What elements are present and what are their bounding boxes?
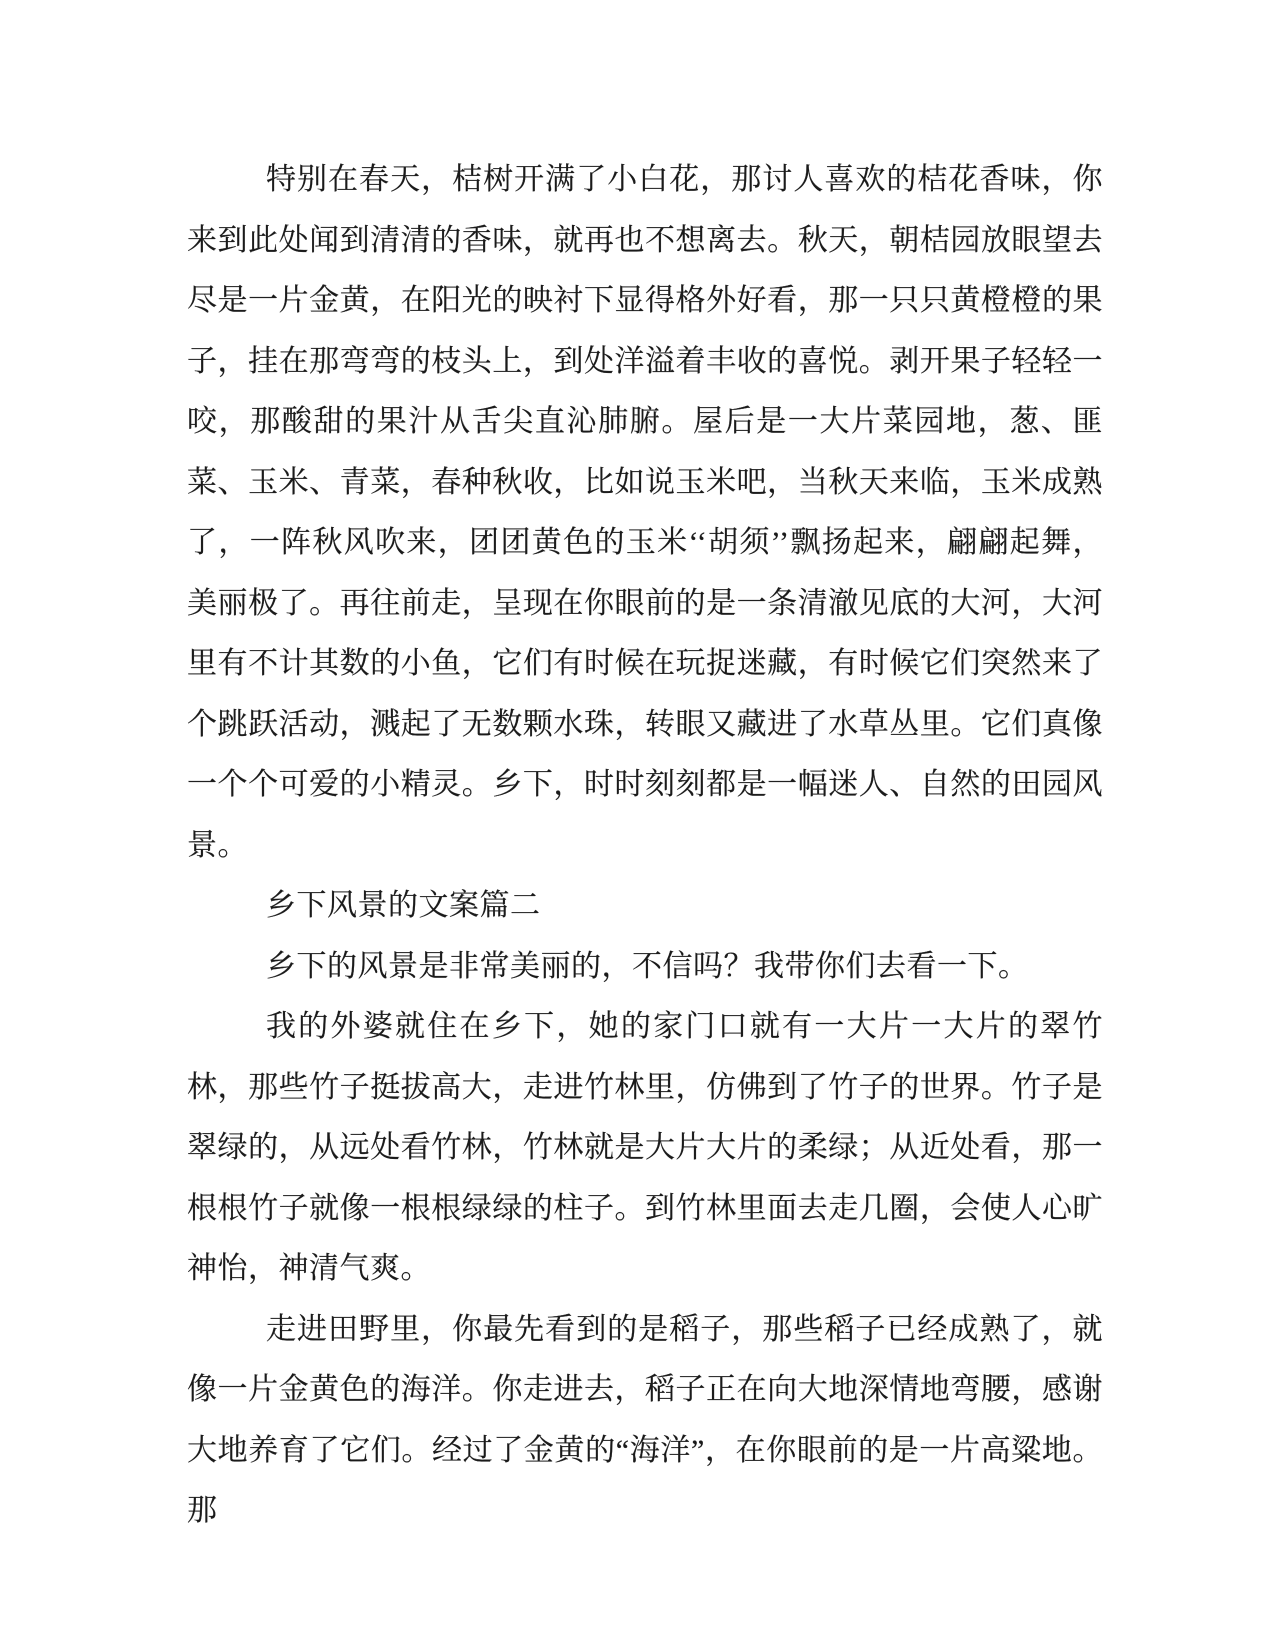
paragraph-bamboo: 我的外婆就住在乡下，她的家门口就有一大片一大片的翠竹林，那些竹子挺拔高大，走进竹林里，仿佛到了竹子的世界。竹子是翠绿的，从远处看竹林，竹林就是大片大片的柔绿；从近处看，那一根根竹子就像一根根绿绿的柱子。到竹林里面去走几圈，会使人心旷神怡，神清气爽。 (187, 1010, 1103, 1285)
paragraph-orchard: 特别在春天，桔树开满了小白花，那讨人喜欢的桔花香味，你来到此处闻到清清的香味，就再也不想离去。秋天，朝桔园放眼望去尽是一片金黄，在阳光的映衬下显得格外好看，那一只只黄橙橙的果子，挂在那弯弯的枝头上，到处洋溢着丰收的喜悦。剥开果子轻轻一咬，那酸甜的果汁从舌尖直沁肺腑。屋后是一大片菜园地，葱、匪菜、玉米、青菜，春种秋收，比如说玉米吧，当秋天来临，玉米成熟了，一阵秋风吹来，团团黄色的玉米‘‘胡须’’飘扬起来，翩翩起舞，美丽极了。再往前走，呈现在你眼前的是一条清澈见底的大河，大河里有不计其数的小鱼，它们有时候在玩捉迷藏，有时候它们突然来了个跳跃活动，溅起了无数颗水珠，转眼又藏进了水草丛里。它们真像一个个可爱的小精灵。乡下，时时刻刻都是一幅迷人、自然的田园风景。 (187, 163, 1103, 862)
paragraph-intro: 乡下的风景是非常美丽的，不信吗？我带你们去看一下。 (266, 949, 1029, 983)
document-body (187, 150, 1103, 1542)
paragraph-fields: 走进田野里，你最先看到的是稻子，那些稻子已经成熟了，就像一片金黄色的海洋。你走进去，稻子正在向大地深情地弯腰，感谢大地养育了它们。经过了金黄的“海洋”，在你眼前的是一片高粱地。那 (187, 1312, 1103, 1527)
paragraph-section-heading: 乡下风景的文案篇二 (266, 889, 541, 922)
